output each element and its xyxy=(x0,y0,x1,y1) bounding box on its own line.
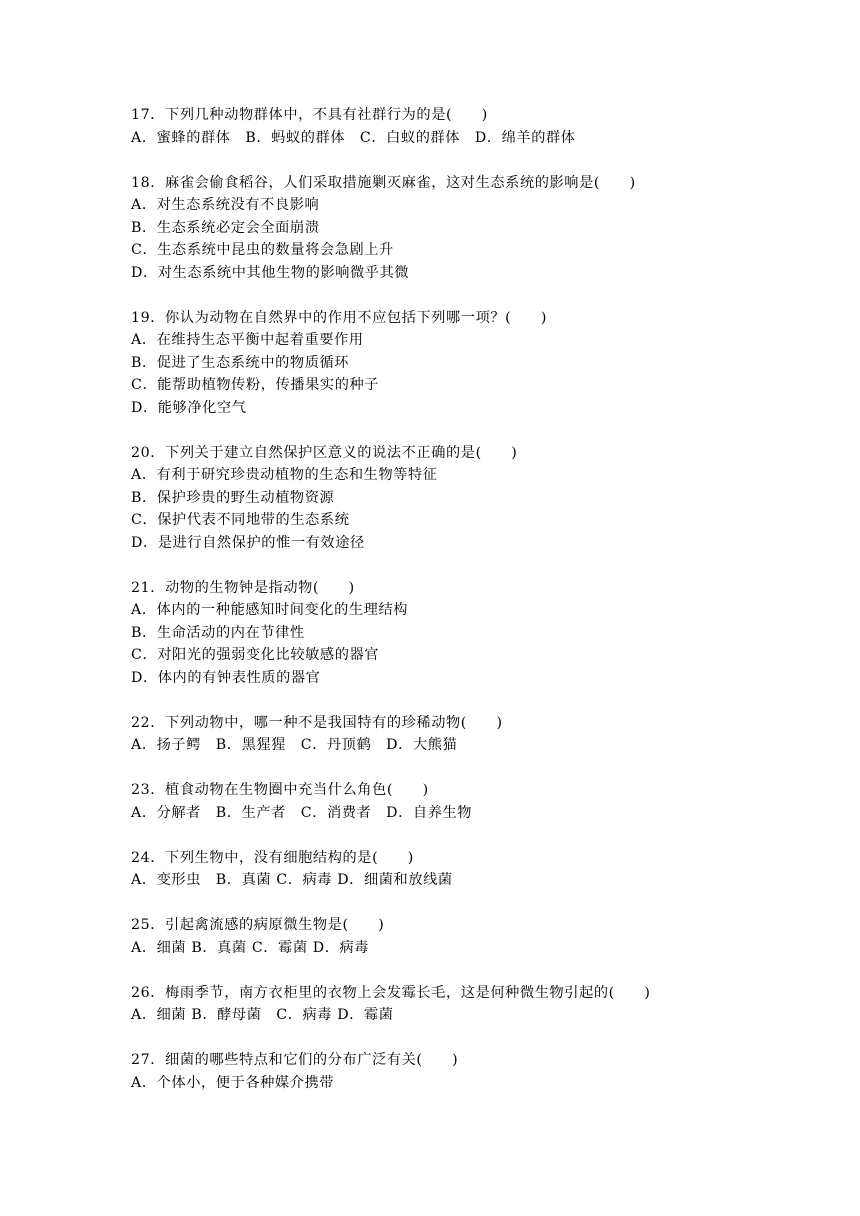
question-17 xyxy=(131,104,811,149)
question-stem: 25．引起禽流感的病原微生物是( ) xyxy=(131,917,385,933)
option-a: A．有利于研究珍贵动植物的生态和生物等特征 xyxy=(131,467,438,483)
question-stem: 17．下列几种动物群体中，不具有社群行为的是( ) xyxy=(131,107,488,123)
option-a: A．对生态系统没有不良影响 xyxy=(131,197,320,213)
option-c: C．保护代表不同地带的生态系统 xyxy=(131,512,350,528)
option-b: B．生命活动的内在节律性 xyxy=(131,624,305,641)
answer-options: A．细菌 B．真菌 C．霉菌 D．病毒 xyxy=(131,939,370,956)
question-stem: 19．你认为动物在自然界中的作用不应包括下列哪一项？( ) xyxy=(131,309,547,326)
answer-options: A．蜜蜂的群体 B．蚂蚁的群体 C．白蚁的群体 D．绵羊的群体 xyxy=(131,129,576,146)
option-a: A．体内的一种能感知时间变化的生理结构 xyxy=(131,602,409,618)
option-c: C．生态系统中昆虫的数量将会急剧上升 xyxy=(131,242,394,258)
question-stem: 18．麻雀会偷食稻谷，人们采取措施剿灭麻雀，这对生态系统的影响是( ) xyxy=(131,174,636,191)
question-stem: 22．下列动物中，哪一种不是我国特有的珍稀动物( ) xyxy=(131,714,503,731)
question-stem: 24．下列生物中，没有细胞结构的是( ) xyxy=(131,849,414,866)
question-27 xyxy=(131,1049,811,1094)
question-stem: 21．动物的生物钟是指动物( ) xyxy=(131,579,355,596)
question-19 xyxy=(131,307,811,420)
answer-options: A．变形虫 B．真菌 C．病毒 D．细菌和放线菌 xyxy=(131,872,453,888)
option-a: A．个体小，便于各种媒介携带 xyxy=(131,1074,335,1091)
question-22 xyxy=(131,712,811,757)
option-d: D．体内的有钟表性质的器官 xyxy=(131,669,321,686)
question-list xyxy=(131,104,811,1117)
option-b: B．保护珍贵的野生动植物资源 xyxy=(131,489,335,506)
question-stem: 26．梅雨季节，南方衣柜里的衣物上会发霉长毛，这是何种微生物引起的( ) xyxy=(131,984,651,1001)
answer-options: A．分解者 B．生产者 C．消费者 D．自养生物 xyxy=(131,804,473,821)
question-20 xyxy=(131,442,811,555)
option-d: D．对生态系统中其他生物的影响微乎其微 xyxy=(131,264,410,281)
question-24 xyxy=(131,847,811,892)
question-stem: 27．细菌的哪些特点和它们的分布广泛有关( ) xyxy=(131,1052,459,1068)
option-d: D．能够净化空气 xyxy=(131,399,247,416)
question-26 xyxy=(131,982,811,1027)
question-18 xyxy=(131,172,811,285)
question-25 xyxy=(131,914,811,959)
option-c: C．能帮助植物传粉，传播果实的种子 xyxy=(131,377,380,393)
option-b: B．生态系统必定会全面崩溃 xyxy=(131,219,320,236)
question-21 xyxy=(131,577,811,690)
question-stem: 23．植食动物在生物圈中充当什么角色( ) xyxy=(131,782,429,798)
option-d: D．是进行自然保护的惟一有效途径 xyxy=(131,534,365,551)
answer-options: A．扬子鳄 B．黑猩猩 C．丹顶鹤 D．大熊猫 xyxy=(131,737,458,753)
question-23 xyxy=(131,779,811,824)
option-c: C．对阳光的强弱变化比较敏感的器官 xyxy=(131,647,380,663)
answer-options: A．细菌 B．酵母菌 C．病毒 D．霉菌 xyxy=(131,1007,394,1023)
question-stem: 20．下列关于建立自然保护区意义的说法不正确的是( ) xyxy=(131,444,518,461)
option-b: B．促进了生态系统中的物质循环 xyxy=(131,354,350,371)
option-a: A．在维持生态平衡中起着重要作用 xyxy=(131,332,364,348)
